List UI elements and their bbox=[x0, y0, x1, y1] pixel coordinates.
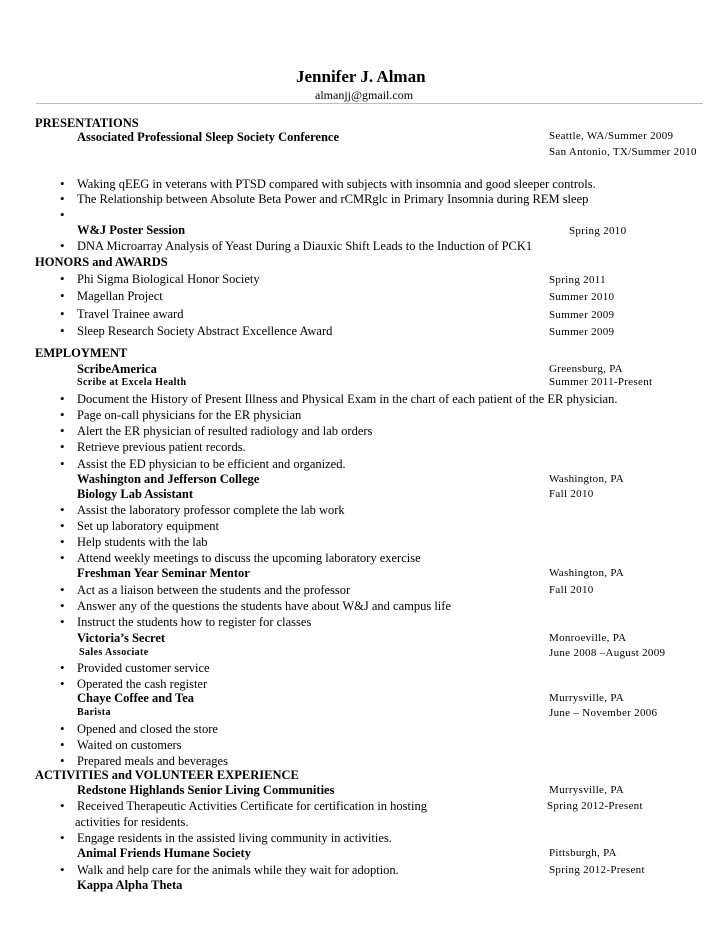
award-date: Summer 2009 bbox=[549, 326, 615, 338]
list-item: Instruct the students how to register for classes bbox=[77, 615, 312, 629]
section-heading-employment: EMPLOYMENT bbox=[35, 346, 128, 360]
list-item-continuation: activities for residents. bbox=[75, 815, 189, 829]
list-item: Answer any of the questions the students have about W&J and campus life bbox=[77, 599, 451, 613]
bullet-icon: • bbox=[60, 676, 65, 691]
employer-name: Washington and Jefferson College bbox=[77, 472, 260, 486]
bullet-icon: • bbox=[60, 456, 65, 471]
list-item: Waited on customers bbox=[77, 738, 182, 752]
bullet-icon: • bbox=[60, 407, 65, 422]
job-role: Biology Lab Assistant bbox=[77, 487, 194, 501]
conference-location-2: San Antonio, TX/Summer 2010 bbox=[549, 146, 697, 158]
activity-dates: Spring 2012-Present bbox=[547, 800, 643, 812]
activity-dates: Spring 2012-Present bbox=[549, 864, 645, 876]
employer-location: Washington, PA bbox=[549, 567, 625, 579]
list-item: Assist the ED physician to be efficient and organized. bbox=[77, 457, 346, 471]
employer-name: Victoria’s Secret bbox=[77, 631, 166, 645]
bullet-icon: • bbox=[60, 830, 65, 845]
employer-location: Washington, PA bbox=[549, 473, 625, 485]
award-item: Travel Trainee award bbox=[77, 307, 184, 321]
list-item: Attend weekly meetings to discuss the upcoming laboratory exercise bbox=[77, 551, 421, 565]
list-item: Page on-call physicians for the ER physician bbox=[77, 408, 302, 422]
bullet-icon: • bbox=[60, 737, 65, 752]
bullet-icon: • bbox=[60, 598, 65, 613]
list-item: Retrieve previous patient records. bbox=[77, 440, 246, 454]
job-dates: Fall 2010 bbox=[549, 584, 594, 596]
bullet-icon: • bbox=[60, 862, 65, 877]
organization-name: Animal Friends Humane Society bbox=[77, 846, 251, 860]
job-dates: Summer 2011-Present bbox=[549, 376, 653, 388]
section-heading-activities: ACTIVITIES and VOLUNTEER EXPERIENCE bbox=[35, 768, 299, 782]
poster-session-title: W&J Poster Session bbox=[77, 223, 186, 237]
bullet-icon: • bbox=[60, 323, 65, 338]
job-dates: June 2008 –August 2009 bbox=[549, 647, 666, 659]
conference-location-1: Seattle, WA/Summer 2009 bbox=[549, 130, 674, 142]
award-item: Sleep Research Society Abstract Excellence Award bbox=[77, 324, 333, 338]
employer-location: Greensburg, PA bbox=[549, 363, 623, 375]
employer-name: Chaye Coffee and Tea bbox=[77, 691, 195, 705]
bullet-icon: • bbox=[60, 423, 65, 438]
award-date: Spring 2011 bbox=[549, 274, 606, 286]
header-divider bbox=[36, 103, 703, 104]
bullet-icon: • bbox=[60, 582, 65, 597]
job-role: Barista bbox=[77, 707, 111, 718]
bullet-icon: • bbox=[60, 534, 65, 549]
list-item: DNA Microarray Analysis of Yeast During a Diauxic Shift Leads to the Induction of PCK1 bbox=[77, 239, 533, 253]
award-date: Summer 2009 bbox=[549, 309, 615, 321]
applicant-email: almanjj@gmail.com bbox=[315, 88, 414, 102]
list-item: Operated the cash register bbox=[77, 677, 208, 691]
list-item: Prepared meals and beverages bbox=[77, 754, 228, 768]
applicant-name: Jennifer J. Alman bbox=[296, 67, 426, 86]
organization-name: Redstone Highlands Senior Living Communities bbox=[77, 783, 335, 797]
list-item: Received Therapeutic Activities Certificate for certification in hosting bbox=[77, 799, 427, 813]
bullet-icon: • bbox=[60, 391, 65, 406]
bullet-icon: • bbox=[60, 176, 65, 191]
bullet-icon: • bbox=[60, 191, 65, 206]
list-item: Help students with the lab bbox=[77, 535, 208, 549]
list-item: Waking qEEG in veterans with PTSD compared with subjects with insomnia and good sleeper controls. bbox=[77, 177, 596, 191]
employer-location: Monroeville, PA bbox=[549, 632, 627, 644]
bullet-icon: • bbox=[60, 518, 65, 533]
list-item: Assist the laboratory professor complete the lab work bbox=[77, 503, 345, 517]
organization-location: Pittsburgh, PA bbox=[549, 847, 617, 859]
section-heading-honors: HONORS and AWARDS bbox=[35, 255, 168, 269]
bullet-icon: • bbox=[60, 798, 65, 813]
list-item: Set up laboratory equipment bbox=[77, 519, 219, 533]
list-item: Opened and closed the store bbox=[77, 722, 218, 736]
bullet-icon: • bbox=[60, 721, 65, 736]
job-role: Freshman Year Seminar Mentor bbox=[77, 566, 250, 580]
award-item: Phi Sigma Biological Honor Society bbox=[77, 272, 260, 286]
list-item: Engage residents in the assisted living community in activities. bbox=[77, 831, 392, 845]
award-date: Summer 2010 bbox=[549, 291, 615, 303]
bullet-icon: • bbox=[60, 550, 65, 565]
job-role: Sales Associate bbox=[79, 647, 149, 658]
poster-session-date: Spring 2010 bbox=[569, 225, 627, 237]
bullet-icon: • bbox=[60, 271, 65, 286]
conference-name: Associated Professional Sleep Society Conference bbox=[77, 130, 339, 144]
list-item: The Relationship between Absolute Beta Power and rCMRglc in Primary Insomnia during REM sleep bbox=[77, 192, 589, 206]
section-heading-presentations: PRESENTATIONS bbox=[35, 116, 139, 130]
bullet-icon: • bbox=[60, 306, 65, 321]
list-item: Provided customer service bbox=[77, 661, 210, 675]
employer-location: Murrysville, PA bbox=[549, 692, 624, 704]
job-role: Scribe at Excela Health bbox=[77, 377, 187, 388]
award-item: Magellan Project bbox=[77, 289, 163, 303]
list-item: Alert the ER physician of resulted radiology and lab orders bbox=[77, 424, 373, 438]
bullet-icon: • bbox=[60, 502, 65, 517]
organization-name: Kappa Alpha Theta bbox=[77, 878, 183, 892]
bullet-icon: • bbox=[60, 439, 65, 454]
bullet-icon: • bbox=[60, 660, 65, 675]
organization-location: Murrysville, PA bbox=[549, 784, 624, 796]
bullet-icon: • bbox=[60, 288, 65, 303]
bullet-icon: • bbox=[60, 238, 65, 253]
bullet-icon: • bbox=[60, 753, 65, 768]
employer-name: ScribeAmerica bbox=[77, 362, 157, 376]
job-dates: Fall 2010 bbox=[549, 488, 594, 500]
job-dates: June – November 2006 bbox=[549, 707, 658, 719]
bullet-icon: • bbox=[60, 614, 65, 629]
list-item: Walk and help care for the animals while they wait for adoption. bbox=[77, 863, 399, 877]
list-item: Act as a liaison between the students and the professor bbox=[77, 583, 351, 597]
list-item: Document the History of Present Illness and Physical Exam in the chart of each patient of the ER physician. bbox=[77, 392, 618, 406]
bullet-icon: • bbox=[60, 207, 65, 222]
